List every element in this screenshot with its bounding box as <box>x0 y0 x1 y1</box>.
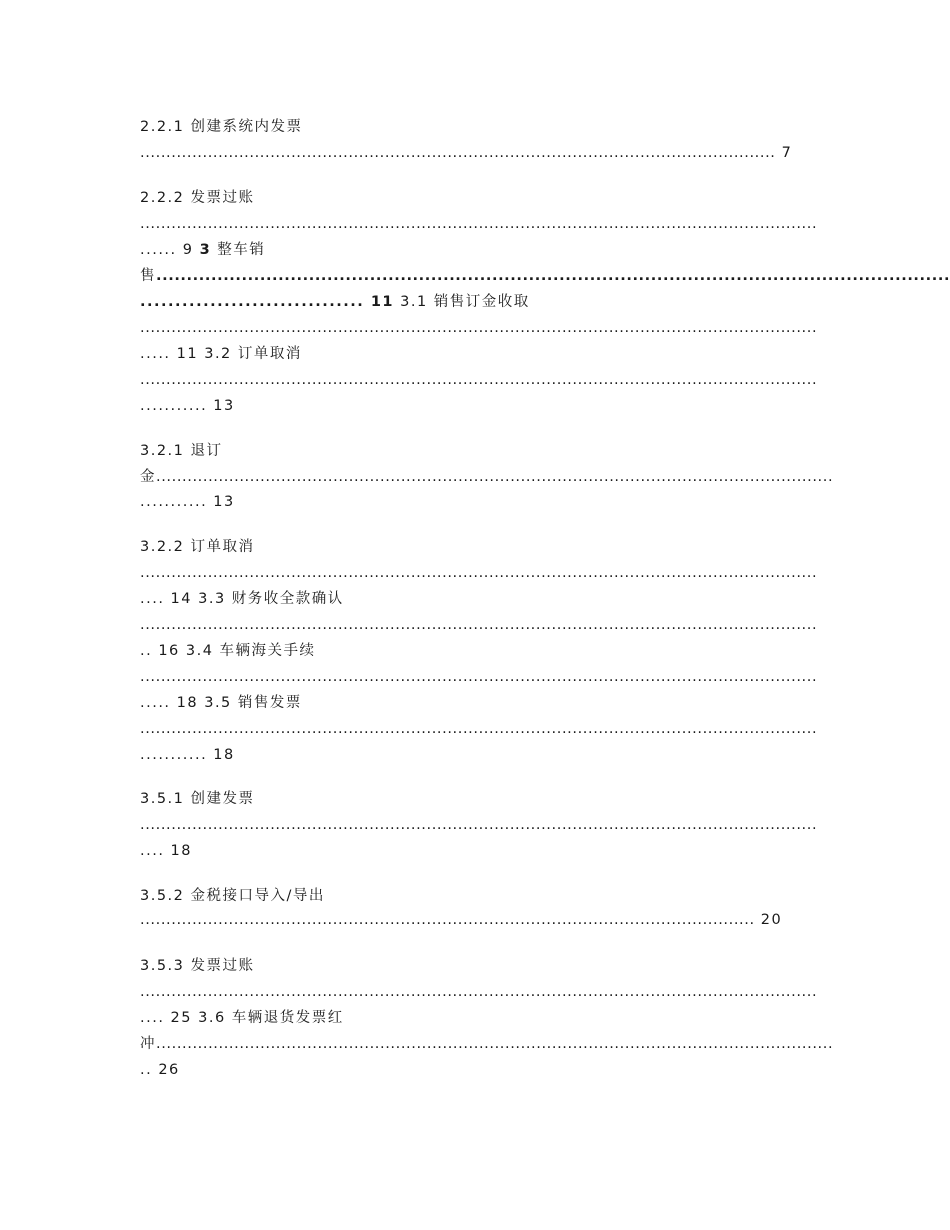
toc-text: ...... 9 <box>140 242 200 258</box>
toc-leader-dots: ...................................................................................................................... <box>140 912 755 928</box>
toc-line <box>140 492 810 512</box>
toc-chapter-number: 3 <box>199 242 212 258</box>
toc-line <box>140 1008 810 1028</box>
toc-line <box>140 615 818 635</box>
toc-text: .... 25 3.6 车辆退货发票红 <box>140 1010 344 1026</box>
toc-line <box>140 537 810 557</box>
toc-leader-dots: .................................................................................................................................. <box>156 268 950 284</box>
toc-line <box>140 117 810 137</box>
toc-line <box>140 292 810 312</box>
toc-text: ........... 18 <box>140 747 235 763</box>
toc-text: 整车销 <box>211 242 266 258</box>
toc-text: 售 <box>140 268 156 284</box>
toc-leader-dots: .................................................................................................................................. <box>140 984 818 1000</box>
toc-line <box>140 344 810 364</box>
toc-line <box>140 910 810 930</box>
toc-leader-dots: .................................................................................................................................. <box>140 320 818 336</box>
toc-text: 2.2.2 发票过账 <box>140 190 255 206</box>
toc-line <box>140 693 810 713</box>
toc-page-number: 20 <box>754 912 783 928</box>
toc-leader-dots: .................................................................................................................................. <box>140 216 818 232</box>
toc-text: 冲 <box>140 1036 156 1052</box>
toc-line <box>140 956 810 976</box>
toc-text: 2.2.1 创建系统内发票 <box>140 119 303 135</box>
toc-line <box>140 441 810 461</box>
toc-line <box>140 240 810 260</box>
toc-line <box>140 886 810 906</box>
toc-text: .... 14 3.3 财务收全款确认 <box>140 591 344 607</box>
toc-leader-dots: .................................................................................................................................. <box>140 817 818 833</box>
toc-leader-dots: .................................................................................................................................. <box>156 469 834 485</box>
toc-text: ........... 13 <box>140 398 235 414</box>
toc-line <box>140 667 818 687</box>
toc-text: 3.2.1 退订 <box>140 443 223 459</box>
toc-text: 3.5.1 创建发票 <box>140 791 255 807</box>
toc-leader-dots: .......................................................................................................................... <box>140 145 776 161</box>
toc-text: 3.5.3 发票过账 <box>140 958 255 974</box>
toc-leader-dots: .................................................................................................................................. <box>140 565 818 581</box>
toc-line <box>140 1060 810 1080</box>
toc-line <box>140 1034 834 1054</box>
toc-text: ........... 13 <box>140 494 235 510</box>
toc-line <box>140 641 810 661</box>
toc-text: ..... 11 3.2 订单取消 <box>140 346 302 362</box>
toc-line <box>140 745 810 765</box>
toc-text: 3.1 销售订金收取 <box>394 294 530 310</box>
toc-line <box>140 396 810 416</box>
toc-line <box>140 982 818 1002</box>
toc-line <box>140 789 810 809</box>
toc-line <box>140 589 810 609</box>
toc-text: 3.5.2 金税接口导入/导出 <box>140 888 325 904</box>
toc-line <box>140 815 818 835</box>
toc-line <box>140 318 818 338</box>
toc-line <box>140 143 810 163</box>
toc-text: 金 <box>140 469 156 485</box>
toc-line <box>140 467 834 487</box>
toc-leader-dots: .................................................................................................................................. <box>140 721 818 737</box>
toc-line <box>140 188 810 208</box>
toc-leader-dots: .................................................................................................................................. <box>156 1036 834 1052</box>
toc-line <box>140 214 818 234</box>
toc-text: 3.2.2 订单取消 <box>140 539 255 555</box>
toc-page-number: 7 <box>775 145 793 161</box>
toc-text: .... 18 <box>140 843 192 859</box>
toc-text: .. 16 3.4 车辆海关手续 <box>140 643 316 659</box>
toc-text: .. 26 <box>140 1062 180 1078</box>
toc-line <box>140 370 818 390</box>
toc-text: ..... 18 3.5 销售发票 <box>140 695 302 711</box>
toc-line <box>140 841 810 861</box>
toc-line <box>140 266 950 286</box>
toc-line <box>140 719 818 739</box>
toc-leader-dots: .................................................................................................................................. <box>140 372 818 388</box>
toc-page-number: ................................ 11 <box>140 294 394 310</box>
toc-line <box>140 563 818 583</box>
toc-leader-dots: .................................................................................................................................. <box>140 669 818 685</box>
toc-leader-dots: .................................................................................................................................. <box>140 617 818 633</box>
